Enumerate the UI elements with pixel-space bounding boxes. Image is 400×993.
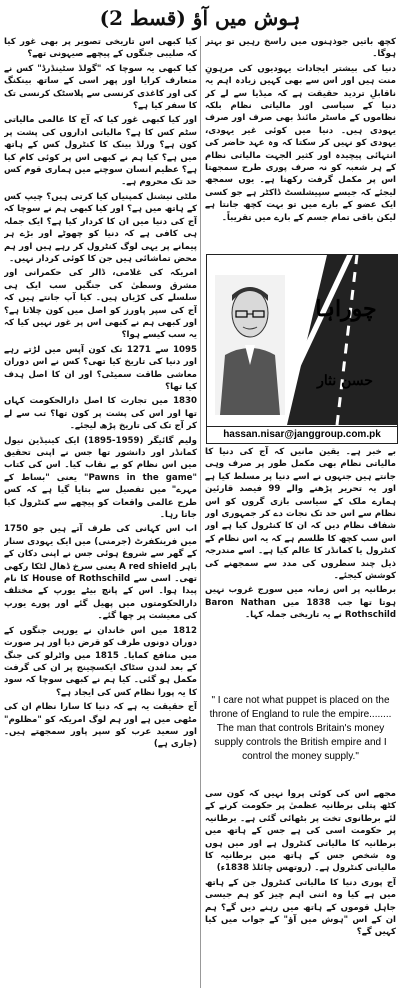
article-left-column [4, 36, 197, 988]
article-right-top [205, 36, 396, 250]
column-divider [200, 36, 201, 988]
paragraph: ملٹی نیشنل کمپنیاں کیا کرتی ہیں؟ چیپ کس کے ہاتھ میں ہے؟ اور کیا کبھی ہم نے سوچا کہ آج کی دنیا میں ان کا کردار کیا ہے؟ ایک جملہ ہی کافی ہے کہ دنیا کو چھوٹے اور بڑے ہر پیمانے پر یہی لوگ کنٹرول کر رہے ہیں اور ہم محض تماشائی ہیں جن کا کوئی کردار نہیں۔ [4, 191, 197, 264]
paragraph: 1812 میں اس خاندان نے یورپی جنگوں کے دوران دونوں طرف کو قرض دیا اور ہر صورت میں منافع کمایا۔ 1815 میں واٹرلو کی جنگ کے بعد لندن سٹاک ایکسچینج پر ان کی گرفت مکمل ہو گئی۔ کیا ہم نے کبھی سوچا کہ سود کا یہ پورا نظام کس کی ایجاد ہے؟ [4, 625, 197, 698]
paragraph: کچھ باتیں جوذہنوں میں راسخ رہیں تو بہتر ہوگا۔ [205, 37, 396, 60]
author-email: hassan.nisar@janggroup.com.pk [207, 426, 397, 443]
paragraph: اب اس کہانی کی طرف آتے ہیں جو 1750 میں فرینکفرٹ (جرمنی) میں ایک یہودی سنار کے گھر سے شروع ہوئی جس نے اپنی دکان کے باہر A red shield یعنی سرخ ڈھال لٹکا رکھی تھی۔ اسی سے House of Rothschild کا نام پیدا ہوا۔ اس کے پانچ بیٹے یورپ کے مختلف دارالحکومتوں میں پھیل گئے اور پورے یورپ کی معیشت پر چھا گئے۔ [4, 524, 197, 622]
paragraph: آج حقیقت یہ ہے کہ دنیا کا سارا نظام ان کی مٹھی میں ہے اور ہم لوگ امریکہ کو "مظلوم" اور سعید عرب کو سپر پاور سمجھتے ہیں۔ (جاری ہے) [4, 702, 197, 750]
paragraph: امریکہ کی غلامی، ڈالر کی حکمرانی اور مشرق وسطیٰ کی جنگیں سب ایک ہی سلسلے کی کڑیاں ہیں۔ کیا آپ جانتے ہیں کہ آج کی سپر پاورز کو اصل میں کون چلاتا ہے؟ اور کبھی ہم نے کبھی اس پر غور نہیں کیا کہ یہ سب کیسے ہوا؟ [4, 268, 197, 341]
english-quote: " I care not what puppet is placed on the throne of England to rule the empire........ The man that controls Britain's money supply controls the British empire and I control the money supply." [209, 695, 392, 762]
paragraph: دنیا کی بیشتر ایجادات یہودیوں کی مرہونِ منت ہیں اور اس سے بھی کہیں زیادہ اہم یہ ناقابلِ تردید حقیقت ہے کہ میڈیا سے لے کر دنیا کے سیاسی اور مالیاتی نظام بلکہ نظاموں کے ماسٹر مائنڈ بھی صرف اور صرف یہودی ہیں۔ دنیا میں کوئی غیر یہودی، یہودی کو نہیں کر سکتا کہ وہ عہد حاضر کی انتہائی پیچیدہ اور کثیر الجہت مالیاتی نظام کے ہر شعبہ کو نہ صرف پوری طرح سمجھتا اس پر مکمل گرفت رکھتا ہے۔ یوں سمجھ لیجئے کہ جیسے سپیشلسٹ ڈاکٹر ہے جو کسی ایک عضو کے بارے میں تو بہت کچھ جانتا ہے لیکن باقی تمام جسم کے بارے میں تقریباً۔ [205, 63, 396, 223]
article-right-middle [205, 446, 396, 688]
paragraph: برطانیہ پر اس زمانہ میں سورج غروب نہیں ہوتا تھا جب 1838 میں Baron Nathan Rothschild نے یہ تاریخی جملہ کہا۔ [205, 585, 396, 621]
paragraph: بے خبر ہے۔ یقین مانیں کہ آج کی دنیا کا مالیاتی نظام بھی مکمل طور پر صرف وہی جانتے ہیں جنہوں نے اسے دنیا پر مسلط کیا ہے اور یہ تحریر پڑھنے والے 99 فیصد قارئین ہمارے ملک کے سیاسی بازی گروں کو اس نظام سے اس حد تک نجات دے کر جمہوری اور شفاف نظام دیں کہ ان کا کنٹرول کیا ہے اور اس سب کچھ کا طلسم ہے کہ یہ اس نظام کے کنٹرول یا کمانڈر کا عالم کیا ہے۔ اسے مندرجہ ذیل چند سطروں کی مدد سے سمجھنے کی کوشش کیجئے۔ [205, 447, 396, 582]
author-portrait-icon [215, 275, 285, 415]
paragraph: کیا کبھی اس تاریخی تصویر پر بھی غور کیا کہ صلیبی جنگوں کے پیچھے صیہونی تھے؟ [4, 37, 197, 60]
article-headline: ہوش میں آؤ (قسط 2) [99, 6, 301, 30]
column-logo-box [206, 254, 398, 444]
paragraph: 1830 میں تجارت کا اصل دارالحکومت کہاں تھا اور اس کی پشت پر کون تھا؟ تب سے لے کر آج تک کی تاریخ پڑھ لیجئے۔ [4, 396, 197, 432]
paragraph: اور کیا کبھی غور کیا کہ آج کا عالمی مالیاتی سٹم کس کا ہے؟ مالیاتی اداروں کی پشت پر کون ہے؟ ورلڈ بینک کا کنٹرول کس کے ہاتھ میں ہے؟ کیا ہم نے کبھی اس پر کوئی کام کیا ہے؟ عظیم انسان سوچنے میں ہماری قوم کس حد تک محروم ہے۔ [4, 115, 197, 188]
article-right-bottom [205, 788, 396, 988]
paragraph: مجھے اس کی کوئی پروا نہیں کہ کون سی کٹھ پتلی برطانیہ عظمیٰ پر حکومت کرنے کے لئے برطانوی تخت پر بٹھائی گئی ہے۔ برطانیہ پر حکومت اسی کی ہے جس کے ہاتھ میں برطانیہ کا مالیاتی کنٹرول ہے اور میں ہوں وہ شخص جس کے ہاتھ میں برطانیہ کا مالیاتی کنٹرول ہے۔ (روتھس چائلڈ 1838ء) [205, 789, 396, 874]
paragraph: کیا کبھی یہ سوچا کہ "گولڈ سٹینڈرڈ" کس نے متعارف کرایا اور پھر اسی کے ساتھ بینکنگ کی اور کاغذی کرنسی سے پلاسٹک کرنسی تک کا سفر کیا ہے؟ [4, 63, 197, 112]
paragraph: 1095 سے 1271 تک کون آپس میں لڑتے رہے اور دنیا کی تاریخ کیا تھی؟ کس نے اس دوران معاشی طاقت سمیٹی؟ اور ان کا اصل ہدف کیا تھا؟ [4, 344, 197, 392]
author-name: حسن نثار [317, 373, 373, 389]
paragraph: آج پوری دنیا کا مالیاتی کنٹرول جن کے ہاتھ میں ہے کیا وہ اتنی اہم چیز کو ہم جیسی جاہل قوموں کے ہاتھ میں رہنے دیں گے؟ ہم ان کے اس "ہوش میں آؤ" کے جواب میں کیا کہیں گے؟ [205, 877, 396, 938]
column-name: چوراہا [315, 296, 377, 322]
paragraph: ولیم گائیگر (1959-1895) ایک کینیڈین نیول کمانڈر اور دانشور تھا جس نے اپنی تحقیق میں اس نظام کو بے نقاب کیا۔ اس کی کتاب "Pawns in the game" یعنی "بساط کے مہرے" میں تفصیل سے بتایا گیا ہے کہ کس طرح عالمی واقعات کو پیچھے سے کنٹرول کیا جاتا رہا۔ [4, 435, 197, 521]
